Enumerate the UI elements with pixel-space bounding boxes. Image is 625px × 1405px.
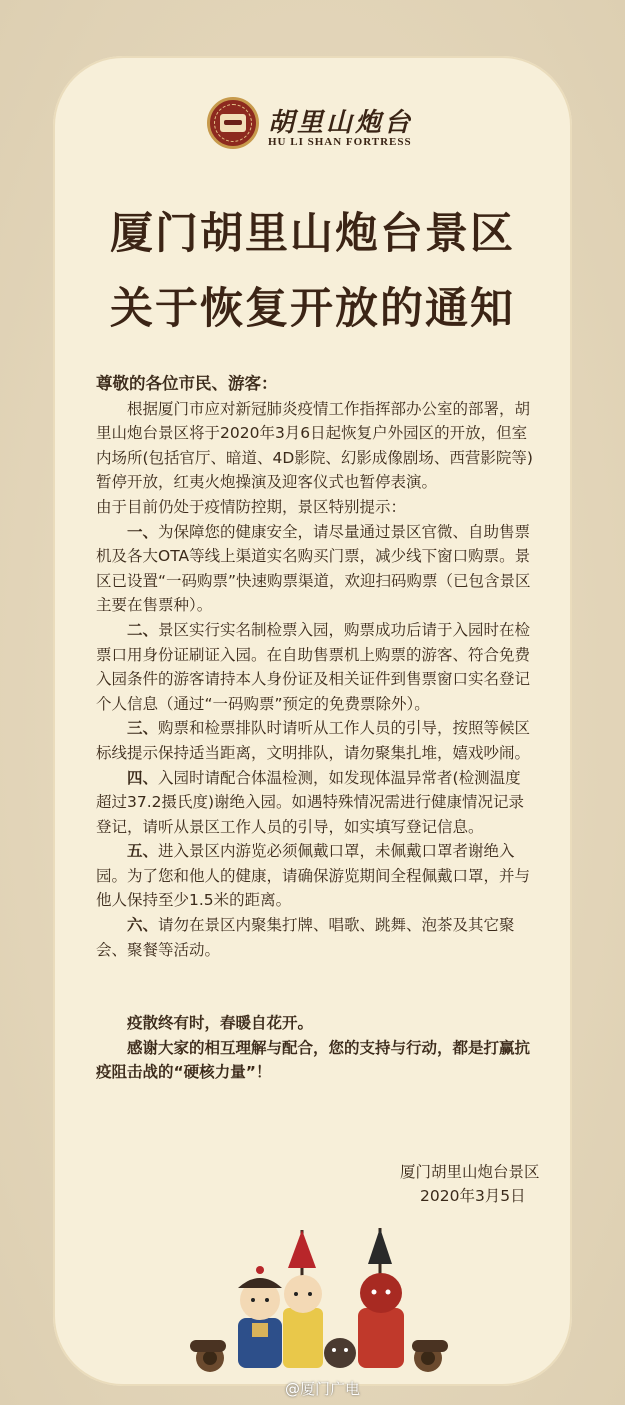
- salutation: 尊敬的各位市民、游客：: [96, 374, 278, 393]
- reminder-intro: 由于目前仍处于疫情防控期，景区特别提示：: [96, 497, 407, 516]
- cannon-right-icon: [412, 1340, 448, 1372]
- closing-line1: 疫散终有时，春暖自花开。: [127, 1014, 314, 1033]
- watermark-weibo: @厦门广电: [285, 1380, 361, 1398]
- list-item: 四、入园时请配合体温检测，如发现体温异常者(检测温度超过37.2摄氏度)谢绝入园。如遇特殊情况需进行健康情况记录登记，请听从景区工作人员的引导，如实填写登记信息。: [96, 768, 525, 836]
- brand-name-cn: 胡里山炮台: [268, 108, 414, 138]
- notice-title-line2: 关于恢复开放的通知: [110, 284, 515, 334]
- mascot-illustration-icon: [180, 1228, 450, 1378]
- notice-title-line1: 厦门胡里山炮台景区: [110, 209, 515, 259]
- list-item: 五、进入景区内游览必须佩戴口罩，未佩戴口罩者谢绝入园。为了您和他人的健康，请确保游览期间全程佩戴口罩，并与他人保持至少1.5米的距离。: [96, 842, 531, 910]
- list-item: 一、为保障您的健康安全，请尽量通过景区官微、自助售票机及各大OTA等线上渠道实名购买门票，减少线下窗口购票。景区已设置“一码购票”快速购票渠道，欢迎扫码购票（已包含景区主要在售票种）。: [96, 522, 531, 615]
- notice-body: [96, 372, 536, 1085]
- official-character-icon: [238, 1266, 282, 1368]
- soldier-character-icon: [283, 1230, 323, 1368]
- signature-block: [400, 1160, 600, 1208]
- list-item: 二、景区实行实名制检票入园，购票成功后请于入园时在检票口用身份证刷证入园。在自助售票机上购票的游客、符合免费入园条件的游客请持本人身份证及相关证件到售票窗口实名登记个人信息（通过“一码购票”预定的免费票除外）。: [96, 620, 531, 713]
- intro-paragraph: 根据厦门市应对新冠肺炎疫情工作指挥部办公室的部署，胡里山炮台景区将于2020年3月6日起恢复户外园区的开放，但室内场所(包括官厅、暗道、4D影院、幻影成像剧场、西营影院等)暂停开放，红夷火炮操演及迎客仪式也暂停表演。: [96, 399, 533, 492]
- general-character-icon: [358, 1228, 404, 1368]
- list-item: 三、购票和检票排队时请听从工作人员的引导，按照等候区标线提示保持适当距离，文明排队，请勿聚集扎堆，嬉戏吵闹。: [96, 719, 531, 762]
- closing-line2: 感谢大家的相互理解与配合，您的支持与行动，都是打赢抗疫阻击战的“硬核力量”！: [96, 1038, 531, 1082]
- fortress-logo-icon: [207, 97, 259, 149]
- signature-org: 厦门胡里山炮台景区: [400, 1163, 540, 1181]
- signature-date: 2020年3月5日: [420, 1187, 526, 1205]
- cannon-left-icon: [190, 1340, 226, 1372]
- mascot-animal-icon: [324, 1338, 356, 1368]
- list-item: 六、请勿在景区内聚集打牌、唱歌、跳舞、泡茶及其它聚会、聚餐等活动。: [96, 916, 515, 959]
- brand-name-en: HU LI SHAN FORTRESS: [268, 136, 412, 148]
